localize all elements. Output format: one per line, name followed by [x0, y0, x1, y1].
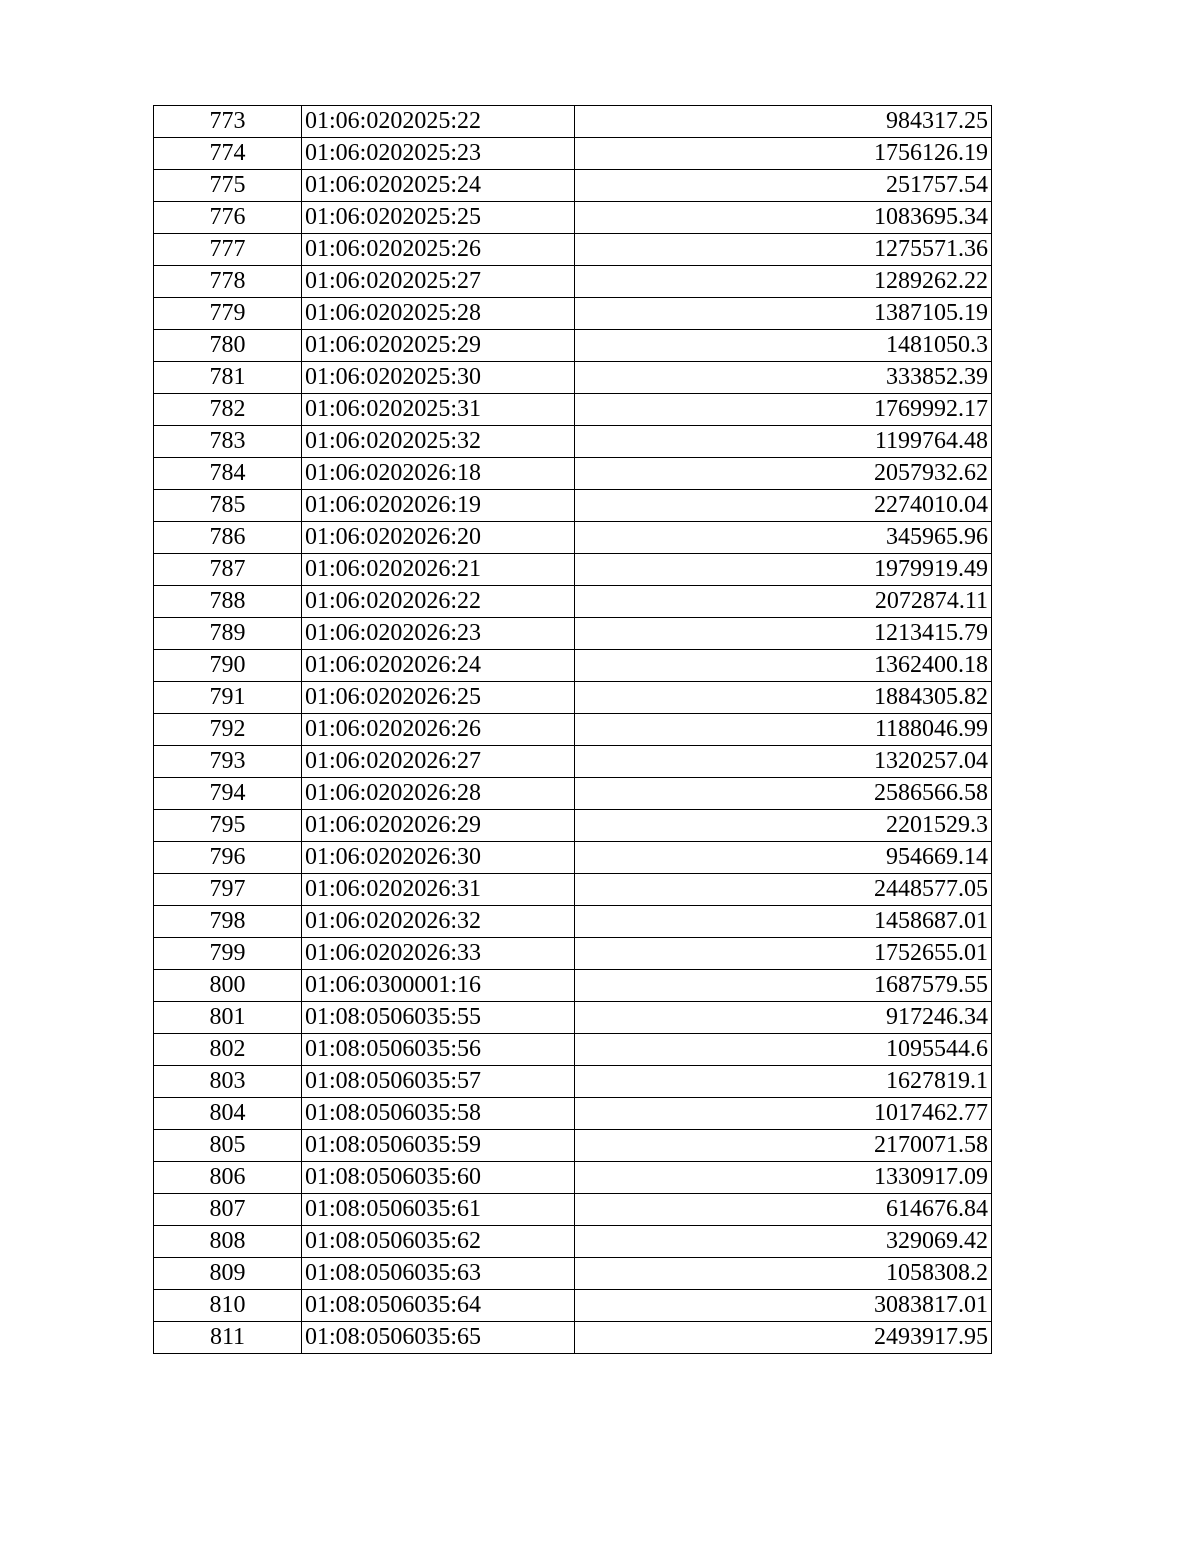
cadastral-number-cell: 01:08:0506035:56 [302, 1034, 575, 1066]
table-row [154, 426, 992, 458]
cadastral-number-cell: 01:06:0202025:30 [302, 362, 575, 394]
table-row [154, 234, 992, 266]
value-cell: 1769992.17 [575, 394, 992, 426]
value-cell: 984317.25 [575, 106, 992, 138]
cadastral-number-cell: 01:08:0506035:60 [302, 1162, 575, 1194]
table-row [154, 970, 992, 1002]
cadastral-number-cell: 01:06:0300001:16 [302, 970, 575, 1002]
value-cell: 1095544.6 [575, 1034, 992, 1066]
row-number-cell: 776 [154, 202, 302, 234]
cadastral-number-cell: 01:06:0202026:25 [302, 682, 575, 714]
value-cell: 251757.54 [575, 170, 992, 202]
row-number-cell: 790 [154, 650, 302, 682]
cadastral-number-cell: 01:08:0506035:55 [302, 1002, 575, 1034]
table-row [154, 490, 992, 522]
row-number-cell: 785 [154, 490, 302, 522]
row-number-cell: 811 [154, 1322, 302, 1354]
value-cell: 1756126.19 [575, 138, 992, 170]
value-cell: 1199764.48 [575, 426, 992, 458]
cadastral-number-cell: 01:06:0202026:30 [302, 842, 575, 874]
table-row [154, 394, 992, 426]
row-number-cell: 808 [154, 1226, 302, 1258]
table-row [154, 1322, 992, 1354]
value-cell: 345965.96 [575, 522, 992, 554]
value-cell: 1687579.55 [575, 970, 992, 1002]
row-number-cell: 795 [154, 810, 302, 842]
table-row [154, 106, 992, 138]
row-number-cell: 810 [154, 1290, 302, 1322]
cadastral-number-cell: 01:06:0202025:32 [302, 426, 575, 458]
row-number-cell: 781 [154, 362, 302, 394]
table-row [154, 554, 992, 586]
table-row [154, 1098, 992, 1130]
row-number-cell: 777 [154, 234, 302, 266]
row-number-cell: 799 [154, 938, 302, 970]
table-row [154, 202, 992, 234]
cadastral-number-cell: 01:06:0202026:24 [302, 650, 575, 682]
cadastral-number-cell: 01:08:0506035:65 [302, 1322, 575, 1354]
row-number-cell: 809 [154, 1258, 302, 1290]
table-row [154, 330, 992, 362]
value-cell: 333852.39 [575, 362, 992, 394]
row-number-cell: 784 [154, 458, 302, 490]
table-row [154, 650, 992, 682]
row-number-cell: 800 [154, 970, 302, 1002]
value-cell: 1017462.77 [575, 1098, 992, 1130]
table-row [154, 618, 992, 650]
value-cell: 1627819.1 [575, 1066, 992, 1098]
value-cell: 1752655.01 [575, 938, 992, 970]
table-row [154, 1066, 992, 1098]
table-row [154, 1258, 992, 1290]
value-cell: 2274010.04 [575, 490, 992, 522]
cadastral-number-cell: 01:06:0202026:26 [302, 714, 575, 746]
table-row [154, 522, 992, 554]
row-number-cell: 779 [154, 298, 302, 330]
row-number-cell: 797 [154, 874, 302, 906]
table-row [154, 1130, 992, 1162]
value-cell: 1330917.09 [575, 1162, 992, 1194]
cadastral-number-cell: 01:06:0202025:22 [302, 106, 575, 138]
table-row [154, 1002, 992, 1034]
value-cell: 1058308.2 [575, 1258, 992, 1290]
value-cell: 3083817.01 [575, 1290, 992, 1322]
table-row [154, 842, 992, 874]
table-row [154, 1226, 992, 1258]
value-cell: 954669.14 [575, 842, 992, 874]
cadastral-number-cell: 01:08:0506035:64 [302, 1290, 575, 1322]
data-table [153, 105, 992, 1354]
table-row [154, 746, 992, 778]
value-cell: 2072874.11 [575, 586, 992, 618]
table-row [154, 138, 992, 170]
row-number-cell: 807 [154, 1194, 302, 1226]
cadastral-number-cell: 01:06:0202026:18 [302, 458, 575, 490]
row-number-cell: 803 [154, 1066, 302, 1098]
value-cell: 2170071.58 [575, 1130, 992, 1162]
value-cell: 1275571.36 [575, 234, 992, 266]
cadastral-number-cell: 01:08:0506035:61 [302, 1194, 575, 1226]
table-row [154, 874, 992, 906]
cadastral-number-cell: 01:06:0202025:31 [302, 394, 575, 426]
row-number-cell: 791 [154, 682, 302, 714]
table-row [154, 1290, 992, 1322]
value-cell: 917246.34 [575, 1002, 992, 1034]
value-cell: 1289262.22 [575, 266, 992, 298]
cadastral-number-cell: 01:06:0202026:33 [302, 938, 575, 970]
cadastral-number-cell: 01:06:0202026:21 [302, 554, 575, 586]
row-number-cell: 793 [154, 746, 302, 778]
cadastral-number-cell: 01:06:0202026:32 [302, 906, 575, 938]
row-number-cell: 775 [154, 170, 302, 202]
table-row [154, 778, 992, 810]
table-row [154, 586, 992, 618]
row-number-cell: 792 [154, 714, 302, 746]
cadastral-number-cell: 01:06:0202025:26 [302, 234, 575, 266]
row-number-cell: 773 [154, 106, 302, 138]
value-cell: 329069.42 [575, 1226, 992, 1258]
value-cell: 2448577.05 [575, 874, 992, 906]
table-row [154, 714, 992, 746]
cadastral-number-cell: 01:06:0202026:22 [302, 586, 575, 618]
table-row [154, 298, 992, 330]
cadastral-number-cell: 01:08:0506035:62 [302, 1226, 575, 1258]
table-row [154, 1034, 992, 1066]
cadastral-number-cell: 01:06:0202026:31 [302, 874, 575, 906]
cadastral-number-cell: 01:06:0202025:29 [302, 330, 575, 362]
cadastral-number-cell: 01:06:0202025:25 [302, 202, 575, 234]
value-cell: 1083695.34 [575, 202, 992, 234]
cadastral-number-cell: 01:06:0202026:23 [302, 618, 575, 650]
row-number-cell: 787 [154, 554, 302, 586]
value-cell: 2586566.58 [575, 778, 992, 810]
table-row [154, 170, 992, 202]
cadastral-number-cell: 01:06:0202026:29 [302, 810, 575, 842]
row-number-cell: 788 [154, 586, 302, 618]
value-cell: 2493917.95 [575, 1322, 992, 1354]
cadastral-number-cell: 01:08:0506035:58 [302, 1098, 575, 1130]
value-cell: 2201529.3 [575, 810, 992, 842]
cadastral-number-cell: 01:06:0202025:24 [302, 170, 575, 202]
row-number-cell: 806 [154, 1162, 302, 1194]
table-row [154, 906, 992, 938]
value-cell: 1884305.82 [575, 682, 992, 714]
value-cell: 2057932.62 [575, 458, 992, 490]
table-row [154, 1194, 992, 1226]
value-cell: 1362400.18 [575, 650, 992, 682]
row-number-cell: 780 [154, 330, 302, 362]
table-body [154, 106, 992, 1354]
table-row [154, 810, 992, 842]
value-cell: 1213415.79 [575, 618, 992, 650]
row-number-cell: 783 [154, 426, 302, 458]
cadastral-number-cell: 01:06:0202025:23 [302, 138, 575, 170]
cadastral-number-cell: 01:06:0202026:27 [302, 746, 575, 778]
table-row [154, 1162, 992, 1194]
table-row [154, 682, 992, 714]
row-number-cell: 801 [154, 1002, 302, 1034]
row-number-cell: 804 [154, 1098, 302, 1130]
cadastral-number-cell: 01:08:0506035:59 [302, 1130, 575, 1162]
row-number-cell: 774 [154, 138, 302, 170]
value-cell: 1458687.01 [575, 906, 992, 938]
value-cell: 1979919.49 [575, 554, 992, 586]
row-number-cell: 789 [154, 618, 302, 650]
value-cell: 1481050.3 [575, 330, 992, 362]
row-number-cell: 786 [154, 522, 302, 554]
value-cell: 1387105.19 [575, 298, 992, 330]
cadastral-number-cell: 01:06:0202026:20 [302, 522, 575, 554]
cadastral-number-cell: 01:06:0202025:27 [302, 266, 575, 298]
table-row [154, 938, 992, 970]
cadastral-number-cell: 01:08:0506035:63 [302, 1258, 575, 1290]
value-cell: 1320257.04 [575, 746, 992, 778]
row-number-cell: 778 [154, 266, 302, 298]
row-number-cell: 802 [154, 1034, 302, 1066]
value-cell: 1188046.99 [575, 714, 992, 746]
cadastral-number-cell: 01:06:0202025:28 [302, 298, 575, 330]
table-row [154, 458, 992, 490]
cadastral-number-cell: 01:06:0202026:28 [302, 778, 575, 810]
row-number-cell: 798 [154, 906, 302, 938]
row-number-cell: 782 [154, 394, 302, 426]
table-row [154, 266, 992, 298]
row-number-cell: 794 [154, 778, 302, 810]
row-number-cell: 805 [154, 1130, 302, 1162]
cadastral-number-cell: 01:06:0202026:19 [302, 490, 575, 522]
value-cell: 614676.84 [575, 1194, 992, 1226]
cadastral-number-cell: 01:08:0506035:57 [302, 1066, 575, 1098]
table-row [154, 362, 992, 394]
row-number-cell: 796 [154, 842, 302, 874]
